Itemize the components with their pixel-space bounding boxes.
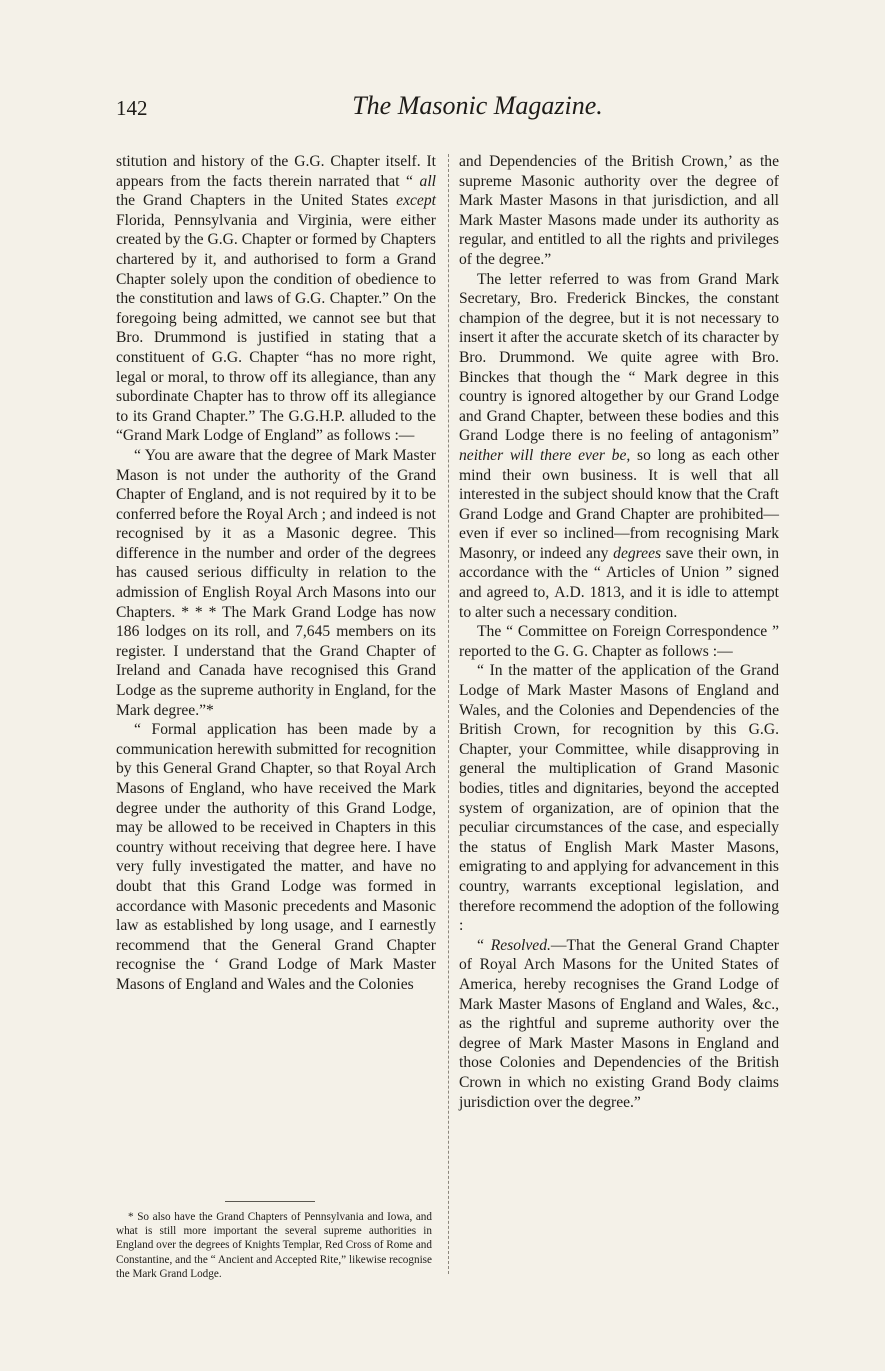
paragraph-p1 [116, 152, 436, 446]
running-title: The Masonic Magazine. [352, 91, 603, 120]
text-segment: degrees [613, 544, 662, 562]
left-column [116, 152, 436, 995]
paragraph-p2 [116, 446, 436, 720]
text-segment: A.D. [554, 584, 585, 602]
page-number: 142 [116, 96, 148, 120]
paragraph-p3 [116, 720, 436, 994]
paragraph-p7 [459, 661, 779, 935]
text-segment: neither will there ever be, [459, 446, 631, 464]
paragraph-p5 [459, 270, 779, 623]
text-segment: —That the General Grand Chapter of Royal Arch Masons for the United States of America, hereby recognises the Grand Lodge of Mark Master Masons of England and Wales, &c., as the rightful and supreme authority over the degree of Mark Master Masons in England and those Colonies and Dependencies of the British Crown in which no existing Grand Body claims jurisdiction over the degree.” [459, 936, 779, 1111]
text-segment: stitution and history of the G.G. Chapter itself. It appears from the facts therein narrated that “ [116, 153, 436, 190]
column-divider [448, 154, 449, 1274]
text-segment: The letter referred to was from Grand Mark Secretary, Bro. Frederick Binckes, the constant champion of the degree, but it is not necessary to insert it after the accurate sketch of its character by Bro. Drummond. We quite agree with Bro. Binckes that though the “ Mark degree in this country is ignored altogether by our Grand Lodge and Grand Chapter, between these bodies and this Grand Lodge there is no feeling of antagonism” [459, 270, 779, 445]
text-segment: Resolved. [490, 936, 551, 954]
text-segment: the Grand Chapters in the United States [116, 192, 397, 210]
right-column [459, 152, 779, 1112]
text-segment: save their own, in accordance with the “ Articles of Union ” signed and agreed to, [459, 544, 779, 602]
text-segment: all [419, 172, 436, 190]
text-segment: “ You are aware that the degree of Mark Master Mason is not under the authority of the Grand Chapter of England, and is not required by it to be conferred before the Royal Arch ; and indeed is not recognised by it as a Masonic degree. This difference in the number and order of the degrees has caused serious difficulty in relation to the admission of English Royal Arch Masons into our Chapters. * * * The Mark Grand Lodge has now 186 lodges on its roll, and 7,645 members on its register. I understand that the Grand Chapter of Ireland and Canada have recognised this Grand Lodge as the supreme authority in England, for the Mark degree.”* [116, 446, 436, 719]
text-segment: Florida, Pennsylvania and Virginia, were either created by the G.G. Chapter or formed by Chapters chartered by it, and authorised to form a Grand Chapter solely upon the condition of obedience to the constitution and laws of G.G. Chapter.” On the foregoing being admitted, we cannot see but that Bro. Drummond is justified in stating that a constituent of G.G. Chapter “has no more right, legal or moral, to throw off its allegiance, than any subordinate Chapter has to throw off its allegiance to its Grand Chapter.” The G.G.H.P. alluded to the “Grand Mark Lodge of England” as follows :— [116, 211, 436, 445]
paragraph-p6 [459, 622, 779, 661]
text-segment: so long as each other mind their own business. It is well that all interested in the subject should know that the Craft Grand Lodge and Grand Chapter are prohibited—even if ever so inclined—from recognising Mark Masonry, or indeed any [459, 446, 779, 562]
text-segment: “ Formal application has been made by a communication herewith submitted for recognition by this General Grand Chapter, so that Royal Arch Masons of England, who have received the Mark degree under the authority of this Grand Lodge, may be allowed to be received in Chapters in this country without receiving that degree here. I have very fully investigated the matter, and have no doubt that this Grand Lodge was formed in accordance with Masonic precedents and Masonic law as established by long usage, and I earnestly recommend that the General Grand Chapter recognise the ‘ Grand Lodge of Mark Master Masons of England and Wales and the Colonies [116, 721, 436, 993]
text-segment: and Dependencies of the British Crown,’ as the supreme Masonic authority over the degree of Mark Master Masons in that jurisdiction, and all Mark Master Masons made under its authority as regular, and entitled to all the rights and privileges of the degree.” [459, 153, 779, 268]
text-segment: 1813, and it is idle to attempt to alter such a necessary condition. [459, 584, 779, 621]
text-segment: The “ Committee on Foreign Correspondence ” reported to the G. G. Chapter as follows :— [459, 623, 779, 660]
footnote: * So also have the Grand Chapters of Pennsylvania and Iowa, and what is still more important the several supreme authorities in England over the degrees of Knights Templar, Red Cross of Rome and Constantine, and the “ Ancient and Accepted Rite,” likewise recognise the Mark Grand Lodge. [116, 1211, 432, 1280]
paragraph-p8 [459, 936, 779, 1112]
text-segment: “ In the matter of the application of the Grand Lodge of Mark Master Masons of England and Wales, and the Colonies and Dependencies of the British Crown, for recognition by this G.G. Chapter, your Committee, while disapproving in general the multiplication of Grand Masonic bodies, titles and dignitaries, beyond the accepted system of organization, are of opinion that the peculiar circumstances of the case, and especially the status of English Mark Master Masons, emigrating to and applying for advancement in this country, warrants exceptional legislation, and therefore recommend the adoption of the following : [459, 662, 779, 935]
footnote-rule [225, 1201, 315, 1202]
text-segment: “ [477, 936, 491, 954]
text-segment: except [396, 192, 436, 210]
paragraph-p4 [459, 152, 779, 270]
